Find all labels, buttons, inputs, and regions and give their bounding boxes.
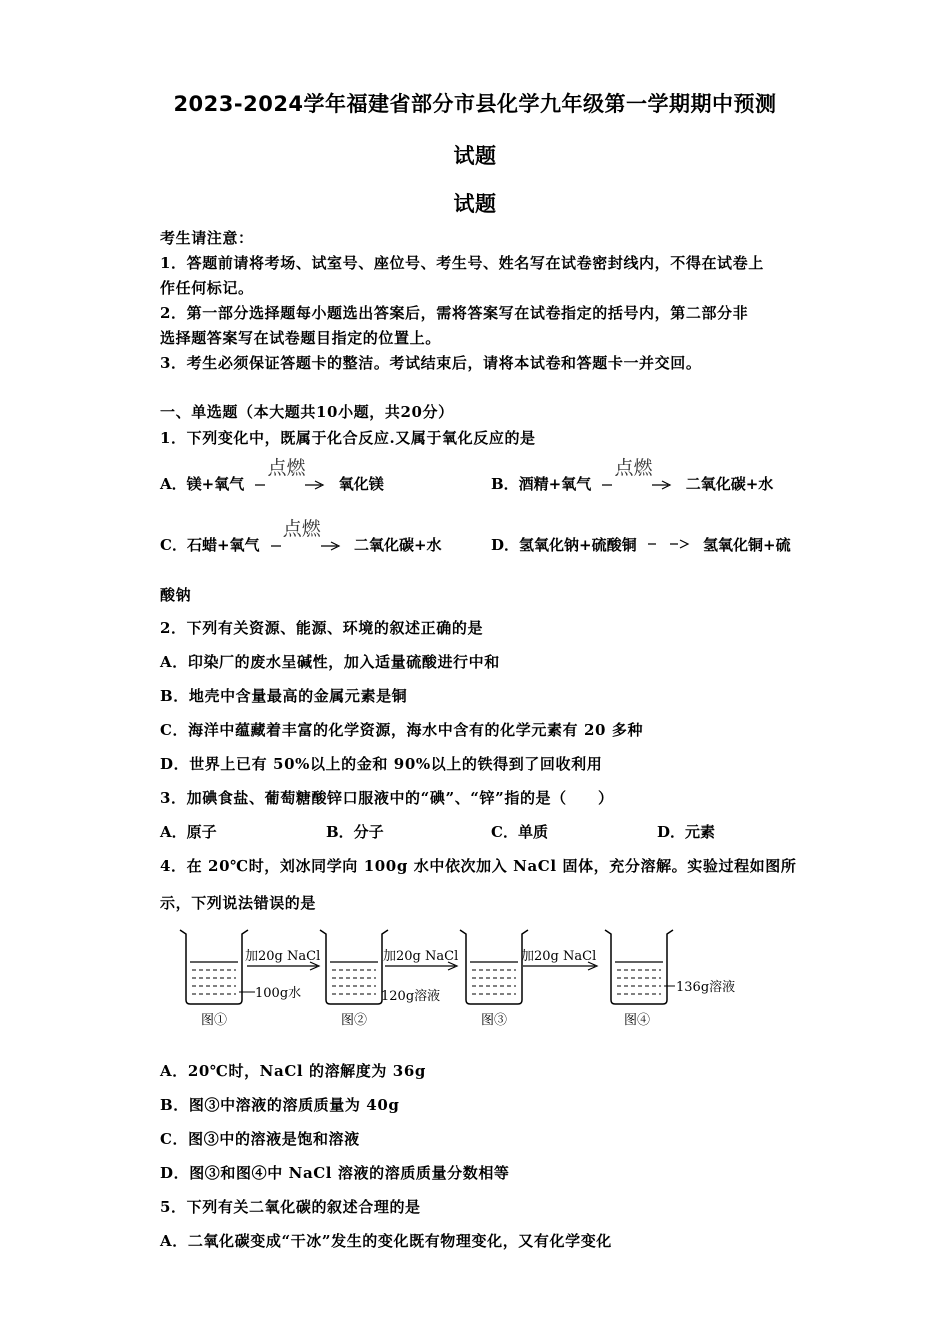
q2-option-a: A．印染厂的废水呈碱性，加入适量硫酸进行中和 xyxy=(160,653,500,671)
beaker-1 xyxy=(180,930,248,1004)
exam-title-line2: 试题 xyxy=(453,144,497,168)
q3-option-c: C．单质 xyxy=(491,823,548,841)
q4-stem-b: 示，下列说法错误的是 xyxy=(160,894,317,912)
q1-a-right: 氧化镁 xyxy=(338,475,384,493)
q1-d-continued: 酸钠 xyxy=(160,586,192,604)
q1-b-left: B．酒精+氧气 xyxy=(491,475,592,493)
fig-3-label: 图③ xyxy=(481,1013,508,1028)
q1-option-d xyxy=(491,534,791,556)
q1-d-right: 氢氧化铜+硫 xyxy=(703,536,791,554)
q2-stem: 2．下列有关资源、能源、环境的叙述正确的是 xyxy=(160,619,484,637)
q2-option-d: D．世界上已有 50%以上的金和 90%以上的铁得到了回收利用 xyxy=(160,755,603,773)
q5-option-a: A．二氧化碳变成“干冰”发生的变化既有物理变化，又有化学变化 xyxy=(160,1232,612,1250)
beaker-3 xyxy=(460,930,528,1004)
label-136: 136g溶液 xyxy=(676,980,736,995)
q4-option-a: A．20℃时，NaCl 的溶解度为 36g xyxy=(160,1062,426,1080)
q3-option-d: D．元素 xyxy=(657,823,716,841)
label-120: 120g溶液 xyxy=(381,989,441,1004)
exam-title-line1: 2023-2024学年福建省部分市县化学九年级第一学期期中预测 xyxy=(173,92,777,116)
q4-option-c: C．图③中的溶液是饱和溶液 xyxy=(160,1130,360,1148)
q1-option-b xyxy=(491,457,774,494)
q4-stem-a: 4．在 20℃时，刘冰同学向 100g 水中依次加入 NaCl 固体，充分溶解。实验过程如图所 xyxy=(160,857,797,875)
q5-stem: 5．下列有关二氧化碳的叙述合理的是 xyxy=(160,1198,421,1216)
beaker-4 xyxy=(605,930,673,1004)
fig-4-label: 图④ xyxy=(624,1013,651,1028)
q1-option-c xyxy=(160,518,442,555)
section-heading: 一、单选题（本大题共10小题，共20分） xyxy=(160,403,454,421)
condition-label: 点燃 xyxy=(282,518,321,540)
notice-item-2a: 2．第一部分选择题每小题选出答案后，需将答案写在试卷指定的括号内，第二部分非 xyxy=(160,304,749,322)
q1-a-left: A．镁+氧气 xyxy=(160,475,245,493)
q1-d-left: D．氢氧化钠+硫酸铜 xyxy=(491,536,637,554)
q4-option-b: B．图③中溶液的溶质质量为 40g xyxy=(160,1096,400,1114)
condition-label: 点燃 xyxy=(267,457,306,479)
q1-c-left: C．石蜡+氧气 xyxy=(160,536,260,554)
reaction-arrow xyxy=(602,457,674,493)
exam-title-line3: 试题 xyxy=(453,192,497,216)
add-nacl-label-1: 加20g NaCl xyxy=(245,949,321,964)
notice-item-3: 3．考生必须保证答题卡的整洁。考试结束后，请将本试卷和答题卡一并交回。 xyxy=(160,354,702,372)
add-nacl-label-2: 加20g NaCl xyxy=(383,949,459,964)
q1-option-a xyxy=(160,457,384,494)
notice-item-2b: 选择题答案写在试卷题目指定的位置上。 xyxy=(160,329,441,347)
q2-option-c: C．海洋中蕴藏着丰富的化学资源，海水中含有的化学元素有 20 多种 xyxy=(160,721,644,739)
label-water: 100g水 xyxy=(255,986,302,1001)
notice-heading: 考生请注意： xyxy=(160,229,254,247)
q3-stem: 3．加碘食盐、葡萄糖酸锌口服液中的“碘”、“锌”指的是（ ） xyxy=(160,789,614,807)
condition-label: 点燃 xyxy=(614,457,653,479)
q1-c-right: 二氧化碳+水 xyxy=(353,536,442,554)
q1-stem: 1．下列变化中，既属于化合反应.又属于氧化反应的是 xyxy=(160,429,536,447)
add-nacl-label-3: 加20g NaCl xyxy=(521,949,597,964)
reaction-arrow xyxy=(255,457,327,493)
reaction-arrow xyxy=(648,536,692,556)
dissolution-figure xyxy=(175,920,775,1032)
q2-option-b: B．地壳中含量最高的金属元素是铜 xyxy=(160,687,408,705)
q3-option-a: A．原子 xyxy=(160,823,217,841)
q3-option-b: B．分子 xyxy=(326,823,384,841)
q4-option-d: D．图③和图④中 NaCl 溶液的溶质质量分数相等 xyxy=(160,1164,510,1182)
reaction-arrow xyxy=(271,518,343,554)
fig-2-label: 图② xyxy=(341,1013,368,1028)
beaker-2 xyxy=(320,930,388,1004)
notice-item-1b: 作任何标记。 xyxy=(160,279,254,297)
fig-1-label: 图① xyxy=(201,1013,228,1028)
notice-item-1a: 1．答题前请将考场、试室号、座位号、考生号、姓名写在试卷密封线内，不得在试卷上 xyxy=(160,254,764,272)
q1-b-right: 二氧化碳+水 xyxy=(685,475,774,493)
